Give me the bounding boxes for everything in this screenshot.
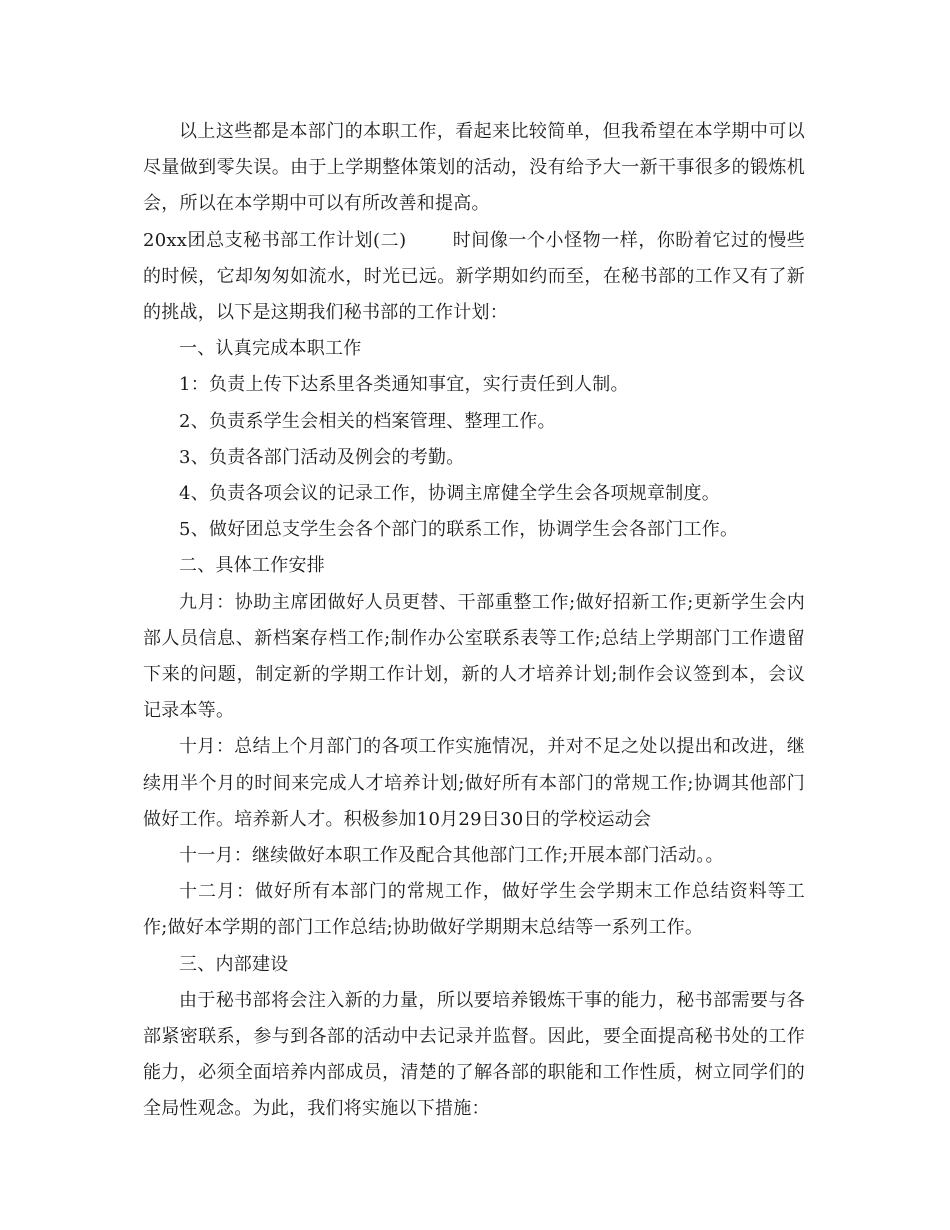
section-1-heading: 一、认真完成本职工作 bbox=[179, 338, 362, 360]
section-1-item: 1：负责上传下达系里各类通知事宜，实行责任到人制。 bbox=[179, 374, 629, 396]
month-plan-december: 十二月：做好所有本部门的常规工作，做好学生会学期末工作总结资料等工作;做好本学期的部门工作总结;协助做好学期期末总结等一系列工作。 bbox=[143, 881, 805, 939]
month-plan-october: 十月：总结上个月部门的各项工作实施情况，并对不足之处以提出和改进，继续用半个月的时间来完成人才培养计划;做好所有本部门的常规工作;协调其他部门做好工作。培养新人才。积极参加10月29日30日的学校运动会 bbox=[143, 736, 805, 830]
section-2-heading: 二、具体工作安排 bbox=[179, 555, 325, 577]
plan-title: 20xx团总支秘书部工作计划(二) bbox=[143, 229, 407, 251]
document-body bbox=[143, 114, 805, 1128]
section-3-paragraph: 由于秘书部将会注入新的力量，所以要培养锻炼干事的能力，秘书部需要与各部紧密联系，参与到各部的活动中去记录并监督。因此，要全面提高秘书处的工作能力，必须全面培养内部成员，清楚的了解各部的职能和工作性质，树立同学们的全局性观念。为此，我们将实施以下措施： bbox=[143, 989, 805, 1120]
section-1-item: 3、负责各部门活动及例会的考勤。 bbox=[179, 446, 465, 468]
plan-intro-text: 时间像一个小怪物一样，你盼着它过的慢些的时候，它却匆匆如流水，时光已远。新学期如约而至，在秘书部的工作又有了新的挑战，以下是这期我们秘书部的工作计划： bbox=[143, 229, 805, 324]
plan-intro-paragraph bbox=[143, 223, 805, 332]
section-3-heading: 三、内部建设 bbox=[179, 953, 289, 975]
month-plan-september: 九月：协助主席团做好人员更替、干部重整工作;做好招新工作;更新学生会内部人员信息、新档案存档工作;制作办公室联系表等工作;总结上学期部门工作遗留下来的问题，制定新的学期工作计划，新的人才培养计划;制作会议签到本，会议记录本等。 bbox=[143, 591, 805, 722]
section-1-item: 2、负责系学生会相关的档案管理、整理工作。 bbox=[179, 410, 556, 432]
intro-paragraph: 以上这些都是本部门的本职工作，看起来比较简单，但我希望在本学期中可以尽量做到零失误。由于上学期整体策划的活动，没有给予大一新干事很多的锻炼机会，所以在本学期中可以有所改善和提高。 bbox=[143, 121, 805, 215]
section-1-item: 4、负责各项会议的记录工作，协调主席健全学生会各项规章制度。 bbox=[179, 483, 720, 505]
section-1-item: 5、做好团总支学生会各个部门的联系工作，协调学生会各部门工作。 bbox=[179, 519, 739, 541]
month-plan-november: 十一月：继续做好本职工作及配合其他部门工作;开展本部门活动。。 bbox=[179, 845, 724, 867]
